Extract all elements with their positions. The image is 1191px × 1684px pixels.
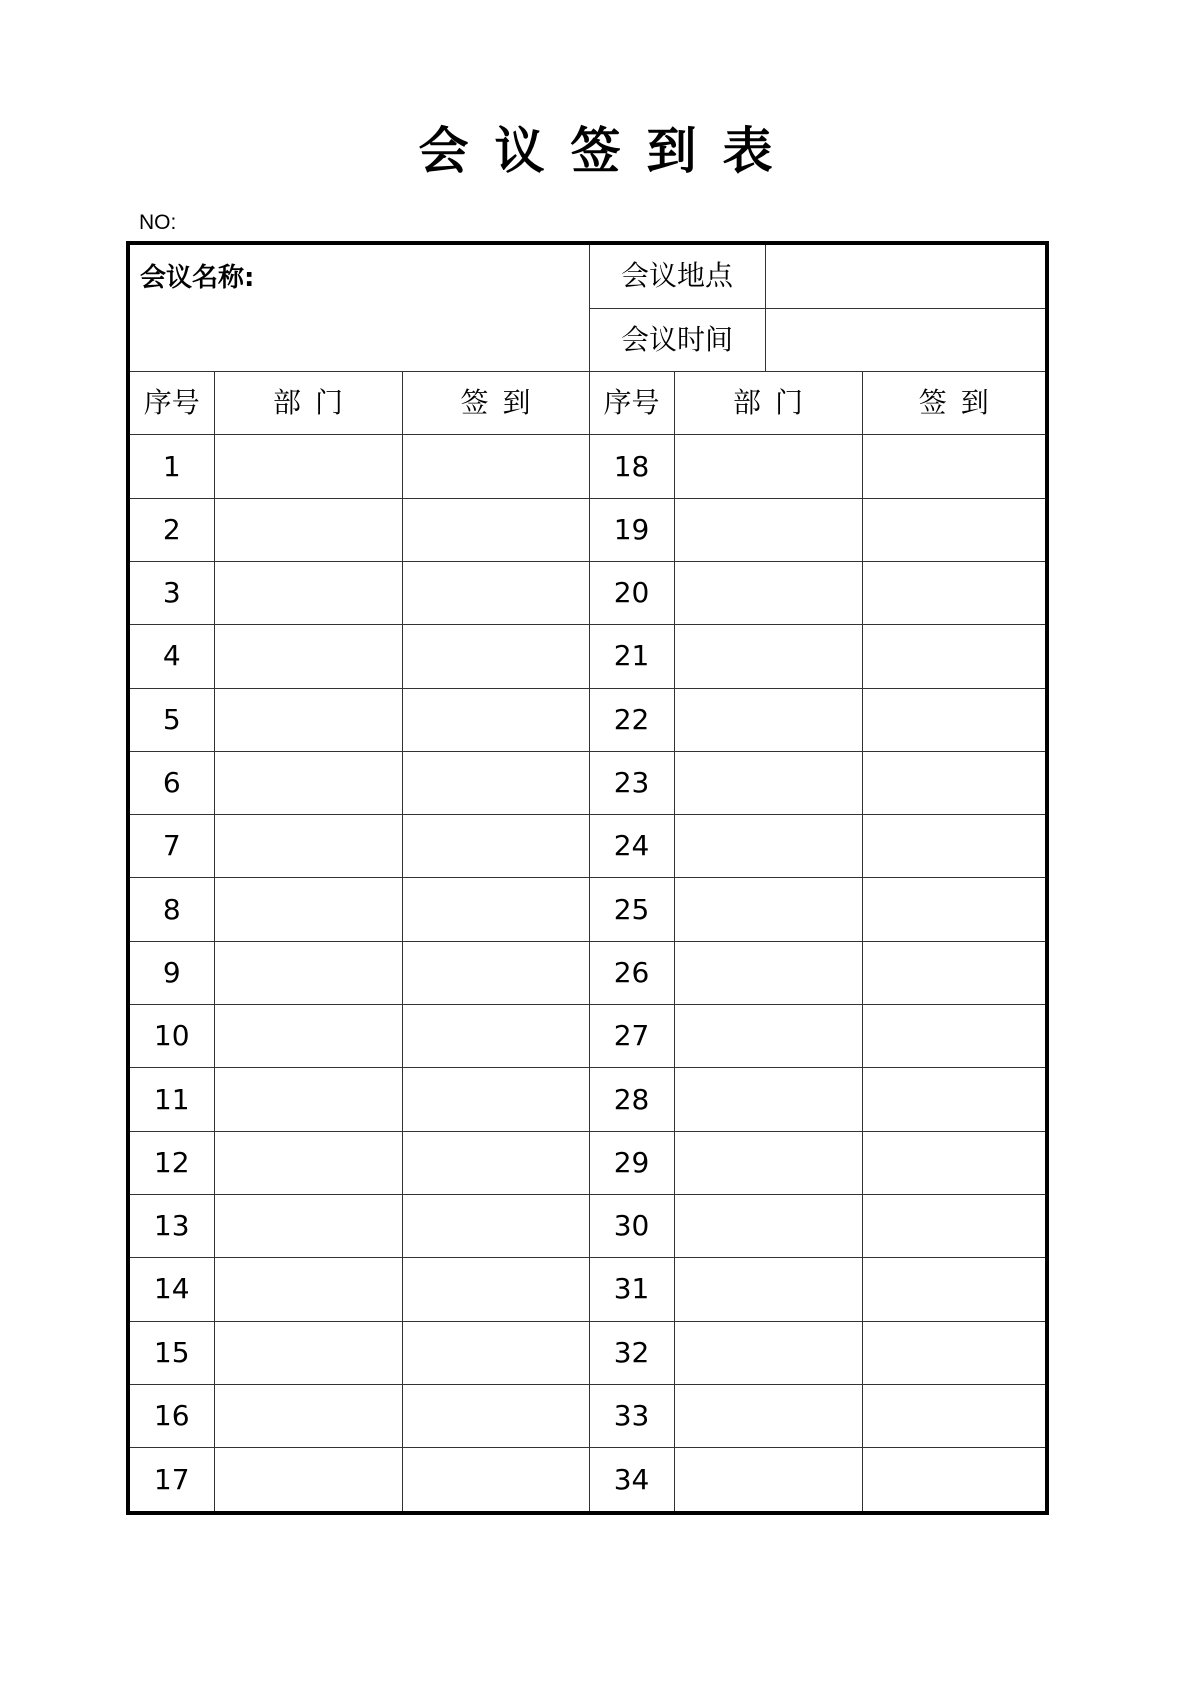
seq-right: 26 [589,941,674,1004]
dept-right-field[interactable] [674,1005,862,1068]
sign-left-field[interactable] [402,1005,589,1068]
seq-right: 21 [589,625,674,688]
sign-right-field[interactable] [862,751,1045,814]
sign-left-field[interactable] [402,751,589,814]
sign-left-field[interactable] [402,1194,589,1257]
dept-right-field[interactable] [674,1131,862,1194]
seq-right: 33 [589,1384,674,1447]
dept-left-field[interactable] [214,1194,402,1257]
seq-left: 4 [130,625,214,688]
dept-right-field[interactable] [674,751,862,814]
dept-right-field[interactable] [674,1448,862,1511]
table-row [130,688,1045,751]
dept-left-field[interactable] [214,625,402,688]
column-header-row [130,372,1045,435]
header-sign-left: 签到 [402,372,589,435]
seq-right: 22 [589,688,674,751]
seq-left: 5 [130,688,214,751]
dept-right-field[interactable] [674,688,862,751]
seq-right: 19 [589,498,674,561]
sign-right-field[interactable] [862,1194,1045,1257]
seq-right: 31 [589,1258,674,1321]
seq-left: 6 [130,751,214,814]
table-row [130,1068,1045,1131]
sign-left-field[interactable] [402,941,589,1004]
sign-left-field[interactable] [402,1258,589,1321]
table-row [130,751,1045,814]
sign-right-field[interactable] [862,498,1045,561]
sign-right-field[interactable] [862,1384,1045,1447]
table-row [130,625,1045,688]
header-dept-left: 部门 [214,372,402,435]
header-seq-left: 序号 [130,372,214,435]
seq-left: 12 [130,1131,214,1194]
seq-left: 2 [130,498,214,561]
sign-right-field[interactable] [862,561,1045,624]
dept-left-field[interactable] [214,751,402,814]
seq-left: 9 [130,941,214,1004]
dept-left-field[interactable] [214,1005,402,1068]
dept-left-field[interactable] [214,435,402,498]
meeting-name-field[interactable] [130,245,589,372]
table-row [130,1384,1045,1447]
dept-left-field[interactable] [214,1131,402,1194]
seq-right: 20 [589,561,674,624]
seq-right: 25 [589,878,674,941]
table-row [130,1194,1045,1257]
sign-left-field[interactable] [402,435,589,498]
seq-right: 34 [589,1448,674,1511]
header-dept-right: 部门 [674,372,862,435]
dept-right-field[interactable] [674,435,862,498]
table-row [130,815,1045,878]
sign-right-field[interactable] [862,1258,1045,1321]
sign-left-field[interactable] [402,1068,589,1131]
seq-left: 11 [130,1068,214,1131]
seq-right: 18 [589,435,674,498]
seq-left: 13 [130,1194,214,1257]
dept-right-field[interactable] [674,1384,862,1447]
dept-left-field[interactable] [214,815,402,878]
dept-left-field[interactable] [214,1068,402,1131]
seq-right: 24 [589,815,674,878]
dept-right-field[interactable] [674,625,862,688]
sign-left-field[interactable] [402,1384,589,1447]
sign-right-field[interactable] [862,1321,1045,1384]
dept-left-field[interactable] [214,1258,402,1321]
table-row [130,941,1045,1004]
sign-right-field[interactable] [862,1448,1045,1511]
sign-left-field[interactable] [402,878,589,941]
table-row [130,498,1045,561]
dept-left-field[interactable] [214,498,402,561]
meeting-time-field[interactable] [765,308,1045,371]
table-row [130,1321,1045,1384]
seq-left: 3 [130,561,214,624]
dept-left-field[interactable] [214,878,402,941]
header-seq-right: 序号 [589,372,674,435]
seq-right: 32 [589,1321,674,1384]
seq-left: 16 [130,1384,214,1447]
sign-right-field[interactable] [862,1131,1045,1194]
table-row [130,1448,1045,1511]
page-title: 会议签到表 [418,122,799,180]
sign-in-table [130,245,1045,1511]
meeting-location-label: 会议地点 [589,245,765,308]
dept-left-field[interactable] [214,941,402,1004]
seq-right: 23 [589,751,674,814]
meeting-name-label: 会议名称: [140,263,255,293]
dept-left-field[interactable] [214,1384,402,1447]
table-row [130,1258,1045,1321]
seq-left: 15 [130,1321,214,1384]
sign-right-field[interactable] [862,878,1045,941]
meeting-location-field[interactable] [765,245,1045,308]
seq-right: 30 [589,1194,674,1257]
meeting-info-row-1 [130,245,1045,308]
seq-left: 8 [130,878,214,941]
table-row [130,561,1045,624]
sign-right-field[interactable] [862,688,1045,751]
seq-left: 14 [130,1258,214,1321]
seq-left: 17 [130,1448,214,1511]
seq-right: 27 [589,1005,674,1068]
sign-left-field[interactable] [402,1131,589,1194]
dept-right-field[interactable] [674,498,862,561]
sign-in-sheet [126,241,1049,1515]
sign-left-field[interactable] [402,1321,589,1384]
dept-left-field[interactable] [214,688,402,751]
dept-right-field[interactable] [674,561,862,624]
document-number-label: NO: [139,211,177,234]
seq-right: 28 [589,1068,674,1131]
table-row [130,435,1045,498]
sign-left-field[interactable] [402,625,589,688]
sign-right-field[interactable] [862,815,1045,878]
seq-right: 29 [589,1131,674,1194]
meeting-time-label: 会议时间 [589,308,765,371]
sign-right-field[interactable] [862,941,1045,1004]
sign-left-field[interactable] [402,1448,589,1511]
dept-right-field[interactable] [674,1321,862,1384]
sign-left-field[interactable] [402,561,589,624]
dept-left-field[interactable] [214,1321,402,1384]
table-row [130,1131,1045,1194]
seq-left: 10 [130,1005,214,1068]
seq-left: 7 [130,815,214,878]
dept-right-field[interactable] [674,1194,862,1257]
dept-left-field[interactable] [214,561,402,624]
dept-right-field[interactable] [674,815,862,878]
sign-left-field[interactable] [402,688,589,751]
dept-right-field[interactable] [674,1258,862,1321]
dept-right-field[interactable] [674,941,862,1004]
sign-right-field[interactable] [862,1005,1045,1068]
sign-left-field[interactable] [402,815,589,878]
table-row [130,1005,1045,1068]
dept-right-field[interactable] [674,1068,862,1131]
seq-left: 1 [130,435,214,498]
dept-left-field[interactable] [214,1448,402,1511]
dept-right-field[interactable] [674,878,862,941]
sign-right-field[interactable] [862,1068,1045,1131]
table-row [130,878,1045,941]
header-sign-right: 签到 [862,372,1045,435]
sign-right-field[interactable] [862,625,1045,688]
sign-right-field[interactable] [862,435,1045,498]
sign-left-field[interactable] [402,498,589,561]
